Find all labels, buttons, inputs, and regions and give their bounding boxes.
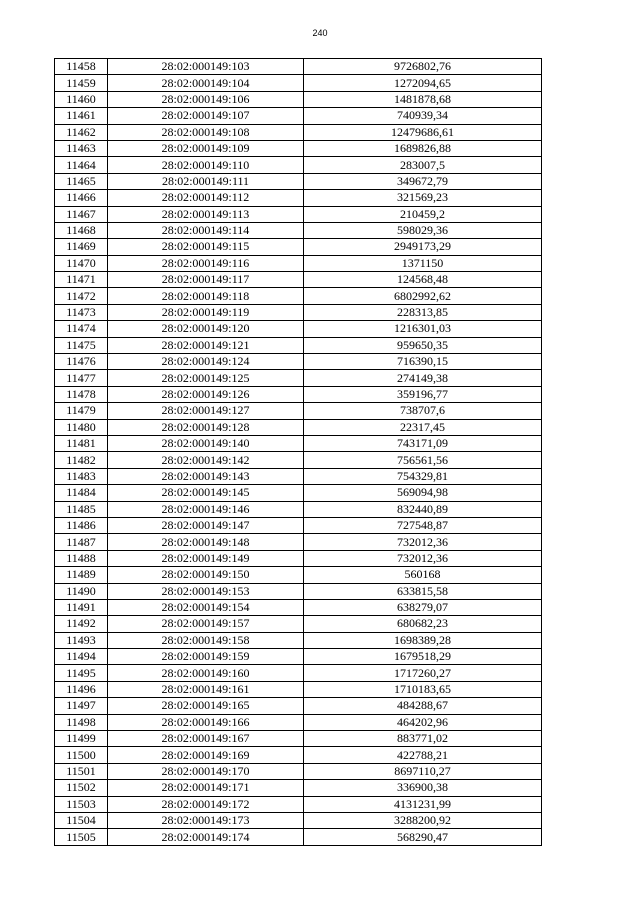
table-row bbox=[55, 747, 542, 763]
row-number-cell: 11475 bbox=[55, 337, 108, 353]
table-row bbox=[55, 501, 542, 517]
row-number-cell: 11503 bbox=[55, 796, 108, 812]
cadastral-number-cell: 28:02:000149:174 bbox=[108, 829, 304, 845]
value-cell: 568290,47 bbox=[304, 829, 542, 845]
row-number-cell: 11482 bbox=[55, 452, 108, 468]
cadastral-number-cell: 28:02:000149:157 bbox=[108, 616, 304, 632]
data-table bbox=[54, 58, 542, 846]
row-number-cell: 11491 bbox=[55, 599, 108, 615]
row-number-cell: 11462 bbox=[55, 124, 108, 140]
row-number-cell: 11464 bbox=[55, 157, 108, 173]
cadastral-number-cell: 28:02:000149:116 bbox=[108, 255, 304, 271]
row-number-cell: 11478 bbox=[55, 386, 108, 402]
value-cell: 732012,36 bbox=[304, 534, 542, 550]
row-number-cell: 11489 bbox=[55, 567, 108, 583]
value-cell: 1679518,29 bbox=[304, 649, 542, 665]
cadastral-number-cell: 28:02:000149:147 bbox=[108, 517, 304, 533]
table-row bbox=[55, 386, 542, 402]
row-number-cell: 11463 bbox=[55, 140, 108, 156]
row-number-cell: 11476 bbox=[55, 354, 108, 370]
value-cell: 832440,89 bbox=[304, 501, 542, 517]
table-row bbox=[55, 255, 542, 271]
value-cell: 321569,23 bbox=[304, 190, 542, 206]
table-row bbox=[55, 665, 542, 681]
cadastral-number-cell: 28:02:000149:140 bbox=[108, 435, 304, 451]
value-cell: 716390,15 bbox=[304, 354, 542, 370]
table-row bbox=[55, 91, 542, 107]
row-number-cell: 11477 bbox=[55, 370, 108, 386]
cadastral-number-cell: 28:02:000149:161 bbox=[108, 681, 304, 697]
table-row bbox=[55, 812, 542, 828]
value-cell: 756561,56 bbox=[304, 452, 542, 468]
table-row bbox=[55, 550, 542, 566]
table-row bbox=[55, 321, 542, 337]
table-row bbox=[55, 157, 542, 173]
row-number-cell: 11488 bbox=[55, 550, 108, 566]
table-row bbox=[55, 173, 542, 189]
value-cell: 274149,38 bbox=[304, 370, 542, 386]
table-row bbox=[55, 140, 542, 156]
row-number-cell: 11466 bbox=[55, 190, 108, 206]
row-number-cell: 11498 bbox=[55, 714, 108, 730]
table-row bbox=[55, 681, 542, 697]
table-row bbox=[55, 59, 542, 75]
cadastral-number-cell: 28:02:000149:150 bbox=[108, 567, 304, 583]
value-cell: 633815,58 bbox=[304, 583, 542, 599]
row-number-cell: 11472 bbox=[55, 288, 108, 304]
cadastral-number-cell: 28:02:000149:110 bbox=[108, 157, 304, 173]
row-number-cell: 11497 bbox=[55, 698, 108, 714]
value-cell: 732012,36 bbox=[304, 550, 542, 566]
row-number-cell: 11479 bbox=[55, 403, 108, 419]
value-cell: 1216301,03 bbox=[304, 321, 542, 337]
value-cell: 422788,21 bbox=[304, 747, 542, 763]
cadastral-number-cell: 28:02:000149:158 bbox=[108, 632, 304, 648]
row-number-cell: 11495 bbox=[55, 665, 108, 681]
cadastral-number-cell: 28:02:000149:146 bbox=[108, 501, 304, 517]
value-cell: 754329,81 bbox=[304, 468, 542, 484]
value-cell: 959650,35 bbox=[304, 337, 542, 353]
value-cell: 359196,77 bbox=[304, 386, 542, 402]
value-cell: 22317,45 bbox=[304, 419, 542, 435]
cadastral-number-cell: 28:02:000149:142 bbox=[108, 452, 304, 468]
row-number-cell: 11500 bbox=[55, 747, 108, 763]
cadastral-number-cell: 28:02:000149:127 bbox=[108, 403, 304, 419]
row-number-cell: 11486 bbox=[55, 517, 108, 533]
table-row bbox=[55, 239, 542, 255]
cadastral-number-cell: 28:02:000149:148 bbox=[108, 534, 304, 550]
table-row bbox=[55, 698, 542, 714]
cadastral-number-cell: 28:02:000149:172 bbox=[108, 796, 304, 812]
table-row bbox=[55, 468, 542, 484]
cadastral-number-cell: 28:02:000149:119 bbox=[108, 304, 304, 320]
cadastral-number-cell: 28:02:000149:117 bbox=[108, 272, 304, 288]
value-cell: 727548,87 bbox=[304, 517, 542, 533]
value-cell: 336900,38 bbox=[304, 780, 542, 796]
row-number-cell: 11461 bbox=[55, 108, 108, 124]
cadastral-number-cell: 28:02:000149:169 bbox=[108, 747, 304, 763]
value-cell: 1710183,65 bbox=[304, 681, 542, 697]
row-number-cell: 11487 bbox=[55, 534, 108, 550]
cadastral-number-cell: 28:02:000149:143 bbox=[108, 468, 304, 484]
cadastral-number-cell: 28:02:000149:111 bbox=[108, 173, 304, 189]
cadastral-number-cell: 28:02:000149:107 bbox=[108, 108, 304, 124]
row-number-cell: 11480 bbox=[55, 419, 108, 435]
cadastral-number-cell: 28:02:000149:128 bbox=[108, 419, 304, 435]
row-number-cell: 11471 bbox=[55, 272, 108, 288]
row-number-cell: 11493 bbox=[55, 632, 108, 648]
value-cell: 1371150 bbox=[304, 255, 542, 271]
row-number-cell: 11483 bbox=[55, 468, 108, 484]
cadastral-number-cell: 28:02:000149:149 bbox=[108, 550, 304, 566]
table-row bbox=[55, 354, 542, 370]
cadastral-number-cell: 28:02:000149:121 bbox=[108, 337, 304, 353]
value-cell: 1272094,65 bbox=[304, 75, 542, 91]
row-number-cell: 11470 bbox=[55, 255, 108, 271]
cadastral-number-cell: 28:02:000149:160 bbox=[108, 665, 304, 681]
table-row bbox=[55, 337, 542, 353]
table-row bbox=[55, 763, 542, 779]
value-cell: 3288200,92 bbox=[304, 812, 542, 828]
row-number-cell: 11481 bbox=[55, 435, 108, 451]
row-number-cell: 11467 bbox=[55, 206, 108, 222]
table-row bbox=[55, 632, 542, 648]
value-cell: 560168 bbox=[304, 567, 542, 583]
row-number-cell: 11502 bbox=[55, 780, 108, 796]
value-cell: 1481878,68 bbox=[304, 91, 542, 107]
table-row bbox=[55, 485, 542, 501]
table-row bbox=[55, 124, 542, 140]
cadastral-number-cell: 28:02:000149:112 bbox=[108, 190, 304, 206]
cadastral-number-cell: 28:02:000149:171 bbox=[108, 780, 304, 796]
table-row bbox=[55, 190, 542, 206]
table-row bbox=[55, 206, 542, 222]
row-number-cell: 11501 bbox=[55, 763, 108, 779]
value-cell: 638279,07 bbox=[304, 599, 542, 615]
value-cell: 210459,2 bbox=[304, 206, 542, 222]
value-cell: 883771,02 bbox=[304, 731, 542, 747]
value-cell: 740939,34 bbox=[304, 108, 542, 124]
value-cell: 738707,6 bbox=[304, 403, 542, 419]
table-row bbox=[55, 780, 542, 796]
table-row bbox=[55, 714, 542, 730]
value-cell: 2949173,29 bbox=[304, 239, 542, 255]
cadastral-number-cell: 28:02:000149:109 bbox=[108, 140, 304, 156]
cadastral-number-cell: 28:02:000149:154 bbox=[108, 599, 304, 615]
cadastral-number-cell: 28:02:000149:159 bbox=[108, 649, 304, 665]
table-row bbox=[55, 75, 542, 91]
table-row bbox=[55, 452, 542, 468]
table-row bbox=[55, 567, 542, 583]
row-number-cell: 11469 bbox=[55, 239, 108, 255]
table-row bbox=[55, 616, 542, 632]
cadastral-number-cell: 28:02:000149:120 bbox=[108, 321, 304, 337]
table-row bbox=[55, 599, 542, 615]
row-number-cell: 11473 bbox=[55, 304, 108, 320]
cadastral-number-cell: 28:02:000149:165 bbox=[108, 698, 304, 714]
value-cell: 680682,23 bbox=[304, 616, 542, 632]
table-row bbox=[55, 419, 542, 435]
cadastral-number-cell: 28:02:000149:125 bbox=[108, 370, 304, 386]
cadastral-number-cell: 28:02:000149:106 bbox=[108, 91, 304, 107]
table-row bbox=[55, 731, 542, 747]
table-row bbox=[55, 796, 542, 812]
table-row bbox=[55, 288, 542, 304]
row-number-cell: 11494 bbox=[55, 649, 108, 665]
row-number-cell: 11459 bbox=[55, 75, 108, 91]
value-cell: 1689826,88 bbox=[304, 140, 542, 156]
value-cell: 349672,79 bbox=[304, 173, 542, 189]
value-cell: 228313,85 bbox=[304, 304, 542, 320]
cadastral-number-cell: 28:02:000149:113 bbox=[108, 206, 304, 222]
row-number-cell: 11474 bbox=[55, 321, 108, 337]
value-cell: 8697110,27 bbox=[304, 763, 542, 779]
cadastral-number-cell: 28:02:000149:153 bbox=[108, 583, 304, 599]
table-row bbox=[55, 534, 542, 550]
value-cell: 4131231,99 bbox=[304, 796, 542, 812]
value-cell: 12479686,61 bbox=[304, 124, 542, 140]
cadastral-number-cell: 28:02:000149:104 bbox=[108, 75, 304, 91]
cadastral-number-cell: 28:02:000149:115 bbox=[108, 239, 304, 255]
value-cell: 6802992,62 bbox=[304, 288, 542, 304]
table-row bbox=[55, 829, 542, 845]
cadastral-number-cell: 28:02:000149:108 bbox=[108, 124, 304, 140]
cadastral-number-cell: 28:02:000149:118 bbox=[108, 288, 304, 304]
cadastral-number-cell: 28:02:000149:173 bbox=[108, 812, 304, 828]
cadastral-number-cell: 28:02:000149:114 bbox=[108, 222, 304, 238]
value-cell: 484288,67 bbox=[304, 698, 542, 714]
cadastral-number-cell: 28:02:000149:145 bbox=[108, 485, 304, 501]
row-number-cell: 11468 bbox=[55, 222, 108, 238]
value-cell: 283007,5 bbox=[304, 157, 542, 173]
table-row bbox=[55, 222, 542, 238]
value-cell: 569094,98 bbox=[304, 485, 542, 501]
table-row bbox=[55, 403, 542, 419]
page-number: 240 bbox=[312, 28, 328, 38]
row-number-cell: 11458 bbox=[55, 59, 108, 75]
cadastral-number-cell: 28:02:000149:167 bbox=[108, 731, 304, 747]
table-row bbox=[55, 108, 542, 124]
row-number-cell: 11499 bbox=[55, 731, 108, 747]
table-body bbox=[55, 59, 542, 846]
row-number-cell: 11484 bbox=[55, 485, 108, 501]
table-row bbox=[55, 435, 542, 451]
row-number-cell: 11504 bbox=[55, 812, 108, 828]
row-number-cell: 11485 bbox=[55, 501, 108, 517]
cadastral-number-cell: 28:02:000149:126 bbox=[108, 386, 304, 402]
row-number-cell: 11490 bbox=[55, 583, 108, 599]
table-row bbox=[55, 272, 542, 288]
table-row bbox=[55, 649, 542, 665]
row-number-cell: 11496 bbox=[55, 681, 108, 697]
value-cell: 1717260,27 bbox=[304, 665, 542, 681]
value-cell: 743171,09 bbox=[304, 435, 542, 451]
cadastral-number-cell: 28:02:000149:166 bbox=[108, 714, 304, 730]
value-cell: 124568,48 bbox=[304, 272, 542, 288]
value-cell: 598029,36 bbox=[304, 222, 542, 238]
table-row bbox=[55, 304, 542, 320]
cadastral-number-cell: 28:02:000149:124 bbox=[108, 354, 304, 370]
table-row bbox=[55, 517, 542, 533]
value-cell: 464202,96 bbox=[304, 714, 542, 730]
row-number-cell: 11460 bbox=[55, 91, 108, 107]
cadastral-number-cell: 28:02:000149:170 bbox=[108, 763, 304, 779]
row-number-cell: 11505 bbox=[55, 829, 108, 845]
value-cell: 1698389,28 bbox=[304, 632, 542, 648]
cadastral-number-cell: 28:02:000149:103 bbox=[108, 59, 304, 75]
table-row bbox=[55, 583, 542, 599]
table-row bbox=[55, 370, 542, 386]
row-number-cell: 11465 bbox=[55, 173, 108, 189]
row-number-cell: 11492 bbox=[55, 616, 108, 632]
value-cell: 9726802,76 bbox=[304, 59, 542, 75]
